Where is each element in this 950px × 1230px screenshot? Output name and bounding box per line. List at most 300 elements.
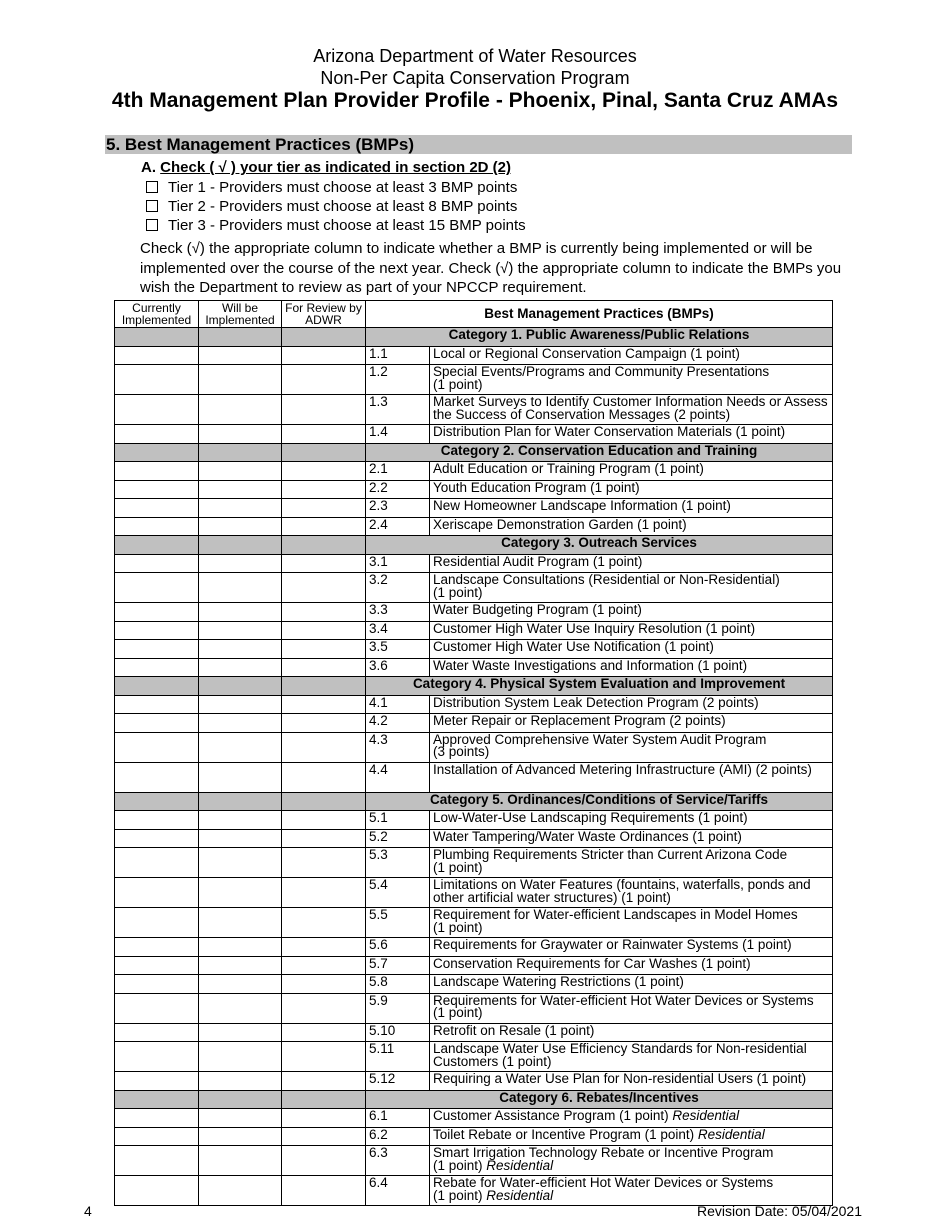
document-title: 4th Management Plan Provider Profile - Phoenix, Pinal, Santa Cruz AMAs bbox=[111, 89, 839, 112]
review-checkbox-cell[interactable] bbox=[282, 1042, 366, 1072]
will-be-checkbox-cell[interactable] bbox=[199, 878, 282, 908]
bmp-row bbox=[115, 714, 833, 733]
bmp-row bbox=[115, 1127, 833, 1146]
review-checkbox-cell[interactable] bbox=[282, 621, 366, 640]
bmp-description-text: Market Surveys to Identify Customer Information Needs or Assess the Success of Conservation Messages (2 points) bbox=[433, 394, 828, 422]
currently-checkbox-cell[interactable] bbox=[115, 993, 199, 1023]
bmp-number: 3.4 bbox=[366, 621, 430, 640]
will-be-checkbox-cell[interactable] bbox=[199, 346, 282, 365]
currently-checkbox-cell[interactable] bbox=[115, 517, 199, 536]
bmp-number: 2.4 bbox=[366, 517, 430, 536]
review-checkbox-cell[interactable] bbox=[282, 1127, 366, 1146]
currently-checkbox-cell[interactable] bbox=[115, 695, 199, 714]
currently-checkbox-cell[interactable] bbox=[115, 603, 199, 622]
bmp-description bbox=[430, 499, 833, 518]
review-checkbox-cell[interactable] bbox=[282, 640, 366, 659]
will-be-checkbox-cell[interactable] bbox=[199, 1146, 282, 1176]
bmp-description-text: Meter Repair or Replacement Program (2 points) bbox=[433, 713, 726, 728]
bmp-description bbox=[430, 938, 833, 957]
bmp-number: 1.4 bbox=[366, 425, 430, 444]
bmp-number: 1.3 bbox=[366, 395, 430, 425]
review-checkbox-cell[interactable] bbox=[282, 829, 366, 848]
category-blank-cell bbox=[282, 677, 366, 696]
category-title: Category 3. Outreach Services bbox=[366, 536, 833, 555]
bmp-description-text: Landscape Water Use Efficiency Standards for Non-residential Customers (1 point) bbox=[433, 1041, 807, 1069]
tier-3-checkbox[interactable] bbox=[146, 219, 158, 231]
bmp-description-text: Adult Education or Training Program (1 point) bbox=[433, 461, 704, 476]
category-row bbox=[115, 1090, 833, 1109]
bmp-number: 3.1 bbox=[366, 554, 430, 573]
bmp-tag: Residential bbox=[672, 1108, 740, 1123]
bmp-description-text: Conservation Requirements for Car Washes (1 point) bbox=[433, 955, 751, 971]
bmp-description-text: Customer High Water Use Notification (1 point) bbox=[433, 639, 714, 654]
bmp-description bbox=[430, 811, 833, 830]
bmp-number: 3.5 bbox=[366, 640, 430, 659]
bmp-description-text: Customer High Water Use Inquiry Resolution (1 point) bbox=[433, 620, 756, 636]
bmp-number: 5.7 bbox=[366, 956, 430, 975]
review-checkbox-cell[interactable] bbox=[282, 938, 366, 957]
category-row bbox=[115, 536, 833, 555]
bmp-description-text: Landscape Watering Restrictions (1 point) bbox=[433, 974, 684, 989]
review-checkbox-cell[interactable] bbox=[282, 956, 366, 975]
bmp-row bbox=[115, 848, 833, 878]
bmp-row bbox=[115, 640, 833, 659]
category-blank-cell bbox=[199, 1090, 282, 1109]
category-blank-cell bbox=[199, 677, 282, 696]
review-checkbox-cell[interactable] bbox=[282, 695, 366, 714]
review-checkbox-cell[interactable] bbox=[282, 878, 366, 908]
tier-option-2[interactable] bbox=[146, 197, 517, 216]
tier-option-3[interactable] bbox=[146, 216, 526, 235]
currently-checkbox-cell[interactable] bbox=[115, 346, 199, 365]
tier-2-checkbox[interactable] bbox=[146, 200, 158, 212]
currently-checkbox-cell[interactable] bbox=[115, 395, 199, 425]
will-be-checkbox-cell[interactable] bbox=[199, 1023, 282, 1042]
will-be-checkbox-cell[interactable] bbox=[199, 1176, 282, 1206]
section-heading: 5. Best Management Practices (BMPs) bbox=[105, 135, 852, 154]
bmp-row bbox=[115, 573, 833, 603]
currently-checkbox-cell[interactable] bbox=[115, 1127, 199, 1146]
bmp-description bbox=[430, 714, 833, 733]
will-be-checkbox-cell[interactable] bbox=[199, 395, 282, 425]
will-be-checkbox-cell[interactable] bbox=[199, 811, 282, 830]
review-checkbox-cell[interactable] bbox=[282, 395, 366, 425]
category-blank-cell bbox=[282, 536, 366, 555]
review-checkbox-cell[interactable] bbox=[282, 425, 366, 444]
bmp-row bbox=[115, 658, 833, 677]
bmp-number: 5.5 bbox=[366, 908, 430, 938]
currently-checkbox-cell[interactable] bbox=[115, 975, 199, 994]
currently-checkbox-cell[interactable] bbox=[115, 829, 199, 848]
will-be-checkbox-cell[interactable] bbox=[199, 603, 282, 622]
bmp-description bbox=[430, 1072, 833, 1091]
bmp-description bbox=[430, 603, 833, 622]
currently-checkbox-cell[interactable] bbox=[115, 640, 199, 659]
bmp-row bbox=[115, 956, 833, 975]
bmp-row bbox=[115, 762, 833, 792]
will-be-checkbox-cell[interactable] bbox=[199, 365, 282, 395]
review-checkbox-cell[interactable] bbox=[282, 603, 366, 622]
review-checkbox-cell[interactable] bbox=[282, 554, 366, 573]
bmp-number: 6.1 bbox=[366, 1109, 430, 1128]
category-row bbox=[115, 792, 833, 811]
bmp-description-text: Landscape Consultations (Residential or Non-Residential) bbox=[433, 572, 780, 587]
category-row bbox=[115, 328, 833, 347]
review-checkbox-cell[interactable] bbox=[282, 480, 366, 499]
bmp-description-text: Requirements for Water-efficient Hot Water Devices or Systems bbox=[433, 992, 814, 1008]
category-blank-cell bbox=[115, 328, 199, 347]
bmp-number: 5.10 bbox=[366, 1023, 430, 1042]
bmp-number: 5.8 bbox=[366, 975, 430, 994]
bmp-description bbox=[430, 829, 833, 848]
bmp-description bbox=[430, 848, 833, 878]
bmp-description-text: Rebate for Water-efficient Hot Water Devices or Systems bbox=[433, 1175, 774, 1190]
will-be-checkbox-cell[interactable] bbox=[199, 1072, 282, 1091]
review-checkbox-cell[interactable] bbox=[282, 1176, 366, 1206]
review-checkbox-cell[interactable] bbox=[282, 365, 366, 395]
bmp-description bbox=[430, 1176, 833, 1206]
bmp-description bbox=[430, 993, 833, 1023]
bmp-description-text: Retrofit on Resale (1 point) bbox=[433, 1022, 595, 1038]
bmp-number: 5.2 bbox=[366, 829, 430, 848]
category-row bbox=[115, 443, 833, 462]
currently-checkbox-cell[interactable] bbox=[115, 848, 199, 878]
tier-1-label: Tier 1 - Providers must choose at least 3 BMP points bbox=[168, 179, 518, 196]
bmp-number: 4.4 bbox=[366, 762, 430, 792]
bmp-description-text: Smart Irrigation Technology Rebate or Incentive Program bbox=[433, 1145, 774, 1160]
bmp-description bbox=[430, 517, 833, 536]
will-be-checkbox-cell[interactable] bbox=[199, 714, 282, 733]
bmp-number: 5.12 bbox=[366, 1072, 430, 1091]
currently-checkbox-cell[interactable] bbox=[115, 554, 199, 573]
bmp-number: 5.3 bbox=[366, 848, 430, 878]
col-header-currently: Currently Implemented bbox=[115, 301, 199, 328]
bmp-number: 6.2 bbox=[366, 1127, 430, 1146]
review-checkbox-cell[interactable] bbox=[282, 993, 366, 1023]
bmp-row bbox=[115, 993, 833, 1023]
bmp-description bbox=[430, 956, 833, 975]
bmp-description-text: Low-Water-Use Landscaping Requirements (1 point) bbox=[433, 810, 748, 825]
will-be-checkbox-cell[interactable] bbox=[199, 993, 282, 1023]
program-title: Non-Per Capita Conservation Program bbox=[320, 68, 630, 88]
tier-option-1[interactable] bbox=[146, 178, 517, 197]
revision-date: Revision Date: 05/04/2021 bbox=[697, 1203, 862, 1219]
bmp-description-text: Local or Regional Conservation Campaign (1 point) bbox=[433, 345, 740, 361]
review-checkbox-cell[interactable] bbox=[282, 762, 366, 792]
bmp-tag: Residential bbox=[697, 1126, 765, 1142]
bmp-description bbox=[430, 732, 833, 762]
bmp-description bbox=[430, 554, 833, 573]
bmp-description bbox=[430, 480, 833, 499]
will-be-checkbox-cell[interactable] bbox=[199, 621, 282, 640]
review-checkbox-cell[interactable] bbox=[282, 1023, 366, 1042]
bmp-description-text: (3 points) bbox=[433, 744, 490, 759]
bmp-description bbox=[430, 573, 833, 603]
bmp-row bbox=[115, 603, 833, 622]
category-blank-cell bbox=[115, 443, 199, 462]
bmp-number: 6.3 bbox=[366, 1146, 430, 1176]
bmp-number: 2.1 bbox=[366, 462, 430, 481]
review-checkbox-cell[interactable] bbox=[282, 499, 366, 518]
tier-heading bbox=[141, 158, 511, 177]
currently-checkbox-cell[interactable] bbox=[115, 732, 199, 762]
will-be-checkbox-cell[interactable] bbox=[199, 1109, 282, 1128]
bmp-description bbox=[430, 365, 833, 395]
bmp-description-text: Youth Education Program (1 point) bbox=[433, 479, 640, 495]
review-checkbox-cell[interactable] bbox=[282, 517, 366, 536]
bmp-description-text: Special Events/Programs and Community Presentations bbox=[433, 364, 770, 379]
currently-checkbox-cell[interactable] bbox=[115, 573, 199, 603]
bmp-description-text: Toilet Rebate or Incentive Program (1 point) bbox=[433, 1126, 695, 1142]
review-checkbox-cell[interactable] bbox=[282, 811, 366, 830]
will-be-checkbox-cell[interactable] bbox=[199, 658, 282, 677]
bmp-description bbox=[430, 395, 833, 425]
bmp-description bbox=[430, 346, 833, 365]
bmp-number: 5.4 bbox=[366, 878, 430, 908]
currently-checkbox-cell[interactable] bbox=[115, 762, 199, 792]
bmp-description-text: Requirement for Water-efficient Landscapes in Model Homes bbox=[433, 907, 798, 922]
will-be-checkbox-cell[interactable] bbox=[199, 573, 282, 603]
bmp-number: 4.1 bbox=[366, 695, 430, 714]
bmp-number: 5.9 bbox=[366, 993, 430, 1023]
category-title: Category 2. Conservation Education and Training bbox=[366, 443, 833, 462]
bmp-description bbox=[430, 621, 833, 640]
bmp-description-text: Approved Comprehensive Water System Audit Program bbox=[433, 731, 767, 747]
bmp-row bbox=[115, 499, 833, 518]
review-checkbox-cell[interactable] bbox=[282, 1109, 366, 1128]
will-be-checkbox-cell[interactable] bbox=[199, 829, 282, 848]
currently-checkbox-cell[interactable] bbox=[115, 1146, 199, 1176]
page-number: 4 bbox=[84, 1203, 92, 1219]
bmp-description-text: Distribution System Leak Detection Program (2 points) bbox=[433, 694, 759, 710]
col-header-will-be: Will be Implemented bbox=[199, 301, 282, 328]
category-blank-cell bbox=[199, 443, 282, 462]
bmp-row bbox=[115, 975, 833, 994]
bmp-description-text: Plumbing Requirements Stricter than Current Arizona Code bbox=[433, 847, 788, 862]
bmp-description bbox=[430, 1042, 833, 1072]
bmp-description-text: Xeriscape Demonstration Garden (1 point) bbox=[433, 516, 687, 532]
currently-checkbox-cell[interactable] bbox=[115, 480, 199, 499]
bmp-row bbox=[115, 365, 833, 395]
review-checkbox-cell[interactable] bbox=[282, 908, 366, 938]
review-checkbox-cell[interactable] bbox=[282, 658, 366, 677]
will-be-checkbox-cell[interactable] bbox=[199, 640, 282, 659]
currently-checkbox-cell[interactable] bbox=[115, 908, 199, 938]
bmp-description-text: Requiring a Water Use Plan for Non-residential Users (1 point) bbox=[433, 1071, 807, 1086]
bmp-tag: Residential bbox=[486, 1187, 554, 1203]
bmp-description-text: (1 point) bbox=[433, 1005, 483, 1020]
bmp-description bbox=[430, 1146, 833, 1176]
bmp-description bbox=[430, 425, 833, 444]
will-be-checkbox-cell[interactable] bbox=[199, 908, 282, 938]
bmp-number: 4.3 bbox=[366, 732, 430, 762]
currently-checkbox-cell[interactable] bbox=[115, 658, 199, 677]
review-checkbox-cell[interactable] bbox=[282, 573, 366, 603]
currently-checkbox-cell[interactable] bbox=[115, 621, 199, 640]
review-checkbox-cell[interactable] bbox=[282, 975, 366, 994]
bmp-number: 4.2 bbox=[366, 714, 430, 733]
tier-2-label: Tier 2 - Providers must choose at least 8 BMP points bbox=[168, 198, 518, 215]
category-blank-cell bbox=[199, 536, 282, 555]
tier-heading-text: Check ( √ ) your tier as indicated in section 2D (2) bbox=[160, 159, 511, 176]
col-header-review: For Review by ADWR bbox=[282, 301, 366, 328]
category-title: Category 1. Public Awareness/Public Relations bbox=[366, 328, 833, 347]
bmp-row bbox=[115, 695, 833, 714]
bmp-row bbox=[115, 395, 833, 425]
bmp-number: 3.2 bbox=[366, 573, 430, 603]
will-be-checkbox-cell[interactable] bbox=[199, 956, 282, 975]
bmp-row bbox=[115, 829, 833, 848]
bmp-description-text: Water Waste Investigations and Information (1 point) bbox=[433, 657, 748, 673]
bmp-description bbox=[430, 1127, 833, 1146]
bmp-row bbox=[115, 1176, 833, 1206]
bmp-description-text: (1 point) bbox=[433, 584, 483, 600]
bmp-number: 2.3 bbox=[366, 499, 430, 518]
bmp-row bbox=[115, 811, 833, 830]
category-blank-cell bbox=[282, 443, 366, 462]
bmp-row bbox=[115, 938, 833, 957]
currently-checkbox-cell[interactable] bbox=[115, 499, 199, 518]
currently-checkbox-cell[interactable] bbox=[115, 1042, 199, 1072]
category-blank-cell bbox=[199, 328, 282, 347]
bmp-row bbox=[115, 908, 833, 938]
will-be-checkbox-cell[interactable] bbox=[199, 975, 282, 994]
bmp-row bbox=[115, 1042, 833, 1072]
bmp-row bbox=[115, 878, 833, 908]
bmp-description-text: New Homeowner Landscape Information (1 point) bbox=[433, 498, 731, 513]
will-be-checkbox-cell[interactable] bbox=[199, 425, 282, 444]
currently-checkbox-cell[interactable] bbox=[115, 1072, 199, 1091]
bmp-number: 5.6 bbox=[366, 938, 430, 957]
category-blank-cell bbox=[282, 1090, 366, 1109]
bmp-description-text: Water Budgeting Program (1 point) bbox=[433, 602, 642, 617]
bmp-table bbox=[114, 300, 833, 1206]
bmp-row bbox=[115, 462, 833, 481]
will-be-checkbox-cell[interactable] bbox=[199, 732, 282, 762]
bmp-row bbox=[115, 425, 833, 444]
currently-checkbox-cell[interactable] bbox=[115, 1023, 199, 1042]
bmp-description bbox=[430, 695, 833, 714]
bmp-description-text: Installation of Advanced Metering Infrastructure (AMI) (2 points) bbox=[433, 761, 812, 777]
bmp-description bbox=[430, 640, 833, 659]
tier-1-checkbox[interactable] bbox=[146, 181, 158, 193]
currently-checkbox-cell[interactable] bbox=[115, 956, 199, 975]
bmp-row bbox=[115, 480, 833, 499]
will-be-checkbox-cell[interactable] bbox=[199, 480, 282, 499]
review-checkbox-cell[interactable] bbox=[282, 848, 366, 878]
review-checkbox-cell[interactable] bbox=[282, 1146, 366, 1176]
bmp-description-text: (1 point) bbox=[433, 1187, 483, 1203]
bmp-description-text: Water Tampering/Water Waste Ordinances (1 point) bbox=[433, 828, 742, 844]
bmp-description-text: (1 point) bbox=[433, 919, 483, 935]
bmp-number: 6.4 bbox=[366, 1176, 430, 1206]
will-be-checkbox-cell[interactable] bbox=[199, 1127, 282, 1146]
col-header-bmp: Best Management Practices (BMPs) bbox=[366, 301, 833, 328]
bmp-number: 3.6 bbox=[366, 658, 430, 677]
instructions-paragraph: Check (√) the appropriate column to indicate whether a BMP is currently being implemented or will be implemented over the course of the next year. Check (√) the appropriate column to indicate the BMPs you wish the Department to review as part of your NPCCP requirement. bbox=[140, 240, 842, 296]
bmp-description bbox=[430, 975, 833, 994]
bmp-description-text: (1 point) bbox=[433, 1157, 483, 1173]
review-checkbox-cell[interactable] bbox=[282, 732, 366, 762]
review-checkbox-cell[interactable] bbox=[282, 1072, 366, 1091]
category-blank-cell bbox=[199, 792, 282, 811]
bmp-row bbox=[115, 554, 833, 573]
bmp-description-text: Residential Audit Program (1 point) bbox=[433, 553, 643, 569]
bmp-row bbox=[115, 621, 833, 640]
currently-checkbox-cell[interactable] bbox=[115, 1176, 199, 1206]
will-be-checkbox-cell[interactable] bbox=[199, 938, 282, 957]
bmp-row bbox=[115, 346, 833, 365]
category-title: Category 6. Rebates/Incentives bbox=[366, 1090, 833, 1109]
currently-checkbox-cell[interactable] bbox=[115, 878, 199, 908]
currently-checkbox-cell[interactable] bbox=[115, 714, 199, 733]
currently-checkbox-cell[interactable] bbox=[115, 1109, 199, 1128]
bmp-row bbox=[115, 1072, 833, 1091]
bmp-description-text: Distribution Plan for Water Conservation Materials (1 point) bbox=[433, 424, 786, 439]
tier-heading-prefix: A. bbox=[141, 159, 161, 176]
will-be-checkbox-cell[interactable] bbox=[199, 1042, 282, 1072]
category-title: Category 5. Ordinances/Conditions of Service/Tariffs bbox=[366, 792, 833, 811]
will-be-checkbox-cell[interactable] bbox=[199, 848, 282, 878]
bmp-description bbox=[430, 878, 833, 908]
category-blank-cell bbox=[282, 792, 366, 811]
bmp-description bbox=[430, 1109, 833, 1128]
bmp-row bbox=[115, 732, 833, 762]
bmp-number: 3.3 bbox=[366, 603, 430, 622]
currently-checkbox-cell[interactable] bbox=[115, 425, 199, 444]
bmp-description bbox=[430, 908, 833, 938]
will-be-checkbox-cell[interactable] bbox=[199, 554, 282, 573]
review-checkbox-cell[interactable] bbox=[282, 462, 366, 481]
review-checkbox-cell[interactable] bbox=[282, 346, 366, 365]
currently-checkbox-cell[interactable] bbox=[115, 365, 199, 395]
category-row bbox=[115, 677, 833, 696]
bmp-row bbox=[115, 1023, 833, 1042]
category-blank-cell bbox=[115, 1090, 199, 1109]
category-blank-cell bbox=[282, 328, 366, 347]
bmp-row bbox=[115, 1146, 833, 1176]
currently-checkbox-cell[interactable] bbox=[115, 811, 199, 830]
bmp-description bbox=[430, 1023, 833, 1042]
bmp-number: 2.2 bbox=[366, 480, 430, 499]
bmp-description-text: Requirements for Graywater or Rainwater Systems (1 point) bbox=[433, 937, 792, 952]
will-be-checkbox-cell[interactable] bbox=[199, 762, 282, 792]
bmp-description bbox=[430, 462, 833, 481]
will-be-checkbox-cell[interactable] bbox=[199, 695, 282, 714]
bmp-row bbox=[115, 1109, 833, 1128]
bmp-description bbox=[430, 658, 833, 677]
currently-checkbox-cell[interactable] bbox=[115, 938, 199, 957]
bmp-description-text: Customer Assistance Program (1 point) bbox=[433, 1108, 669, 1123]
bmp-number: 5.11 bbox=[366, 1042, 430, 1072]
bmp-description-text: Limitations on Water Features (fountains, waterfalls, ponds and other artificial water structures) (1 point) bbox=[433, 877, 811, 905]
will-be-checkbox-cell[interactable] bbox=[199, 499, 282, 518]
bmp-description-text: (1 point) bbox=[433, 859, 483, 875]
will-be-checkbox-cell[interactable] bbox=[199, 462, 282, 481]
review-checkbox-cell[interactable] bbox=[282, 714, 366, 733]
bmp-row bbox=[115, 517, 833, 536]
tier-3-label: Tier 3 - Providers must choose at least 15 BMP points bbox=[168, 217, 526, 234]
bmp-number: 1.1 bbox=[366, 346, 430, 365]
category-blank-cell bbox=[115, 792, 199, 811]
bmp-number: 1.2 bbox=[366, 365, 430, 395]
will-be-checkbox-cell[interactable] bbox=[199, 517, 282, 536]
currently-checkbox-cell[interactable] bbox=[115, 462, 199, 481]
bmp-description bbox=[430, 762, 833, 792]
category-blank-cell bbox=[115, 536, 199, 555]
bmp-tag: Residential bbox=[486, 1157, 554, 1173]
category-blank-cell bbox=[115, 677, 199, 696]
